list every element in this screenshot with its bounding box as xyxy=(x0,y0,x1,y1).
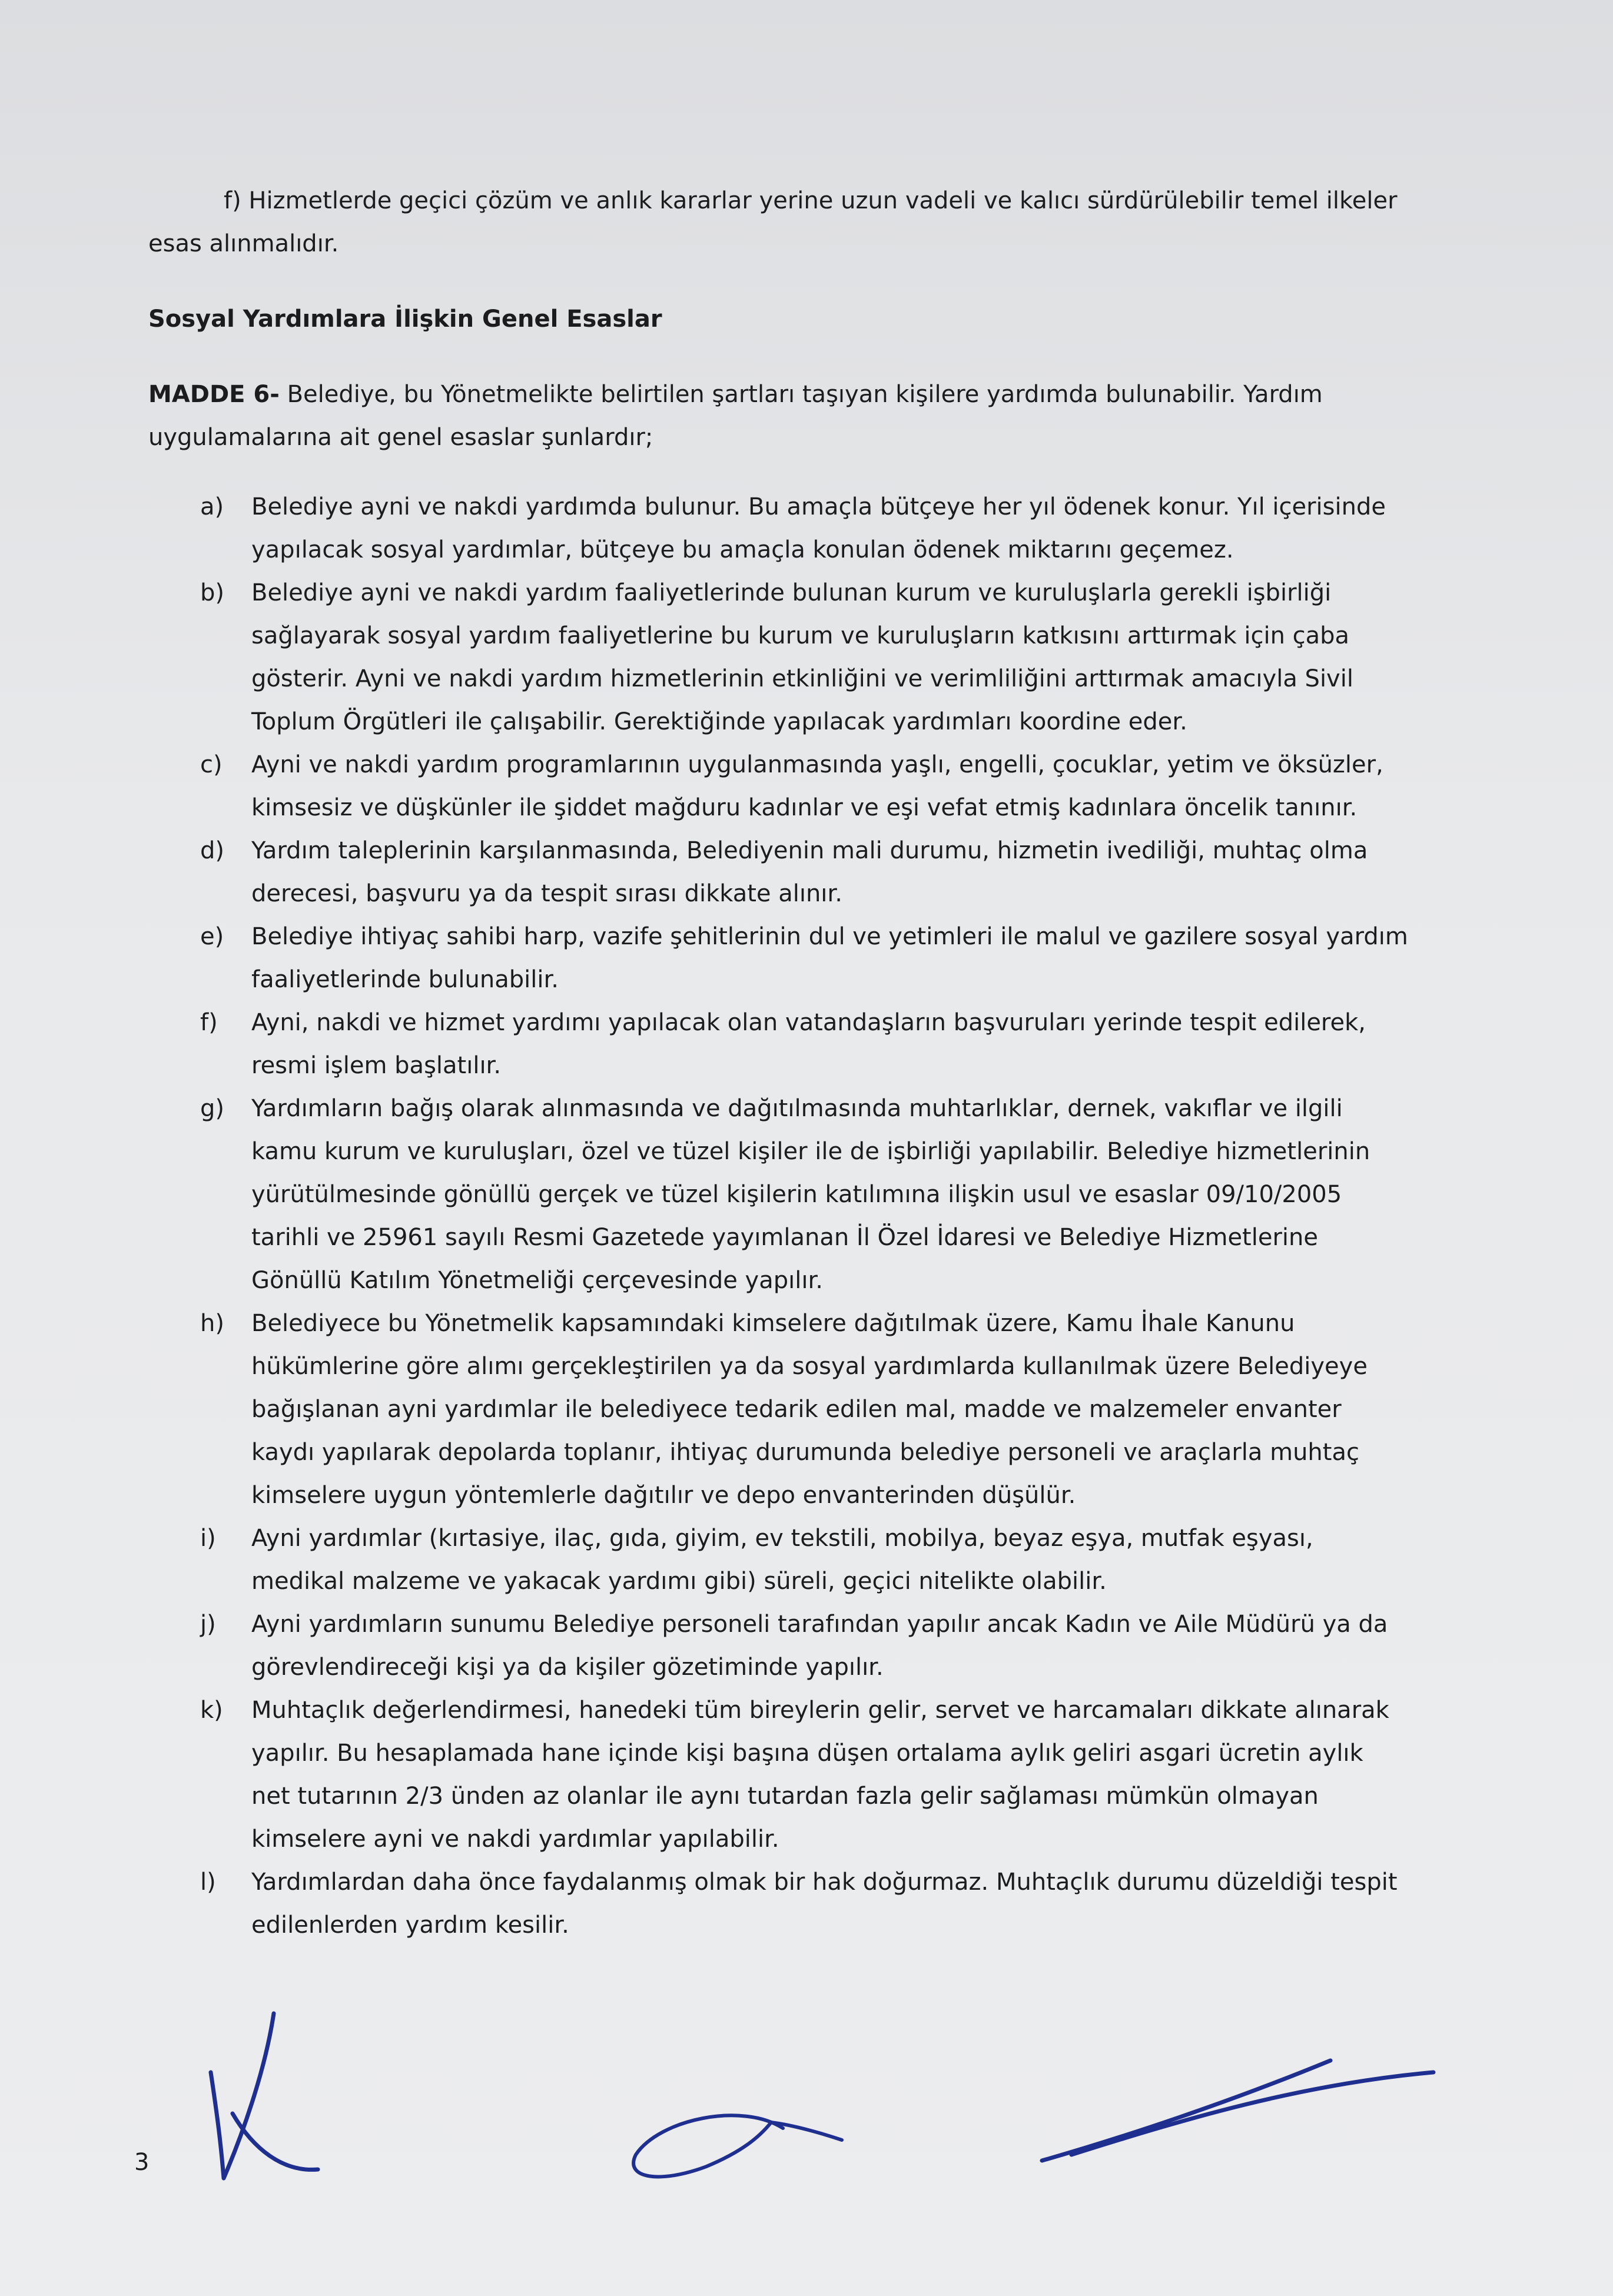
list-marker: f) xyxy=(200,1009,218,1036)
list-marker: a) xyxy=(200,493,224,520)
list-item-text: Ayni, nakdi ve hizmet yardımı yapılacak olan vatandaşların başvuruları yerinde tespit edilerek, resmi işlem başlatılır. xyxy=(251,1009,1366,1079)
list-marker: h) xyxy=(200,1310,224,1337)
list-item-text: Muhtaçlık değerlendirmesi, hanedeki tüm bireylerin gelir, servet ve harcamaları dikkate alınarak yapılır. Bu hesaplamada hane içinde kişi başına düşen ortalama aylık geliri asgari ücretin aylık net tutarının 2/3 ünden az olanlar ile aynı tutardan fazla gelir sağlaması mümkün olmayan kimselere ayni ve nakdi yardımlar yapılabilir. xyxy=(251,1697,1389,1853)
list-item-text: Ayni ve nakdi yardım programlarının uygulanmasında yaşlı, engelli, çocuklar, yetim ve öksüzler, kimsesiz ve düşkünler ile şiddet mağduru kadınlar ve eşi vefat etmiş kadınlara öncelik tanınır. xyxy=(251,751,1383,821)
list-item-text: Yardım taleplerinin karşılanmasında, Belediyenin mali durumu, hizmetin ivediliği, muhtaç olma derecesi, başvuru ya da tespit sırası dikkate alınır. xyxy=(251,837,1368,907)
signature-right xyxy=(1036,2049,1448,2166)
list-item xyxy=(148,1861,1408,1947)
list-item xyxy=(148,1689,1408,1861)
list-marker: b) xyxy=(200,579,224,606)
list-item xyxy=(148,1517,1408,1603)
list-item-text: Ayni yardımların sunumu Belediye personeli tarafından yapılır ancak Kadın ve Aile Müdürü ya da görevlendireceği kişi ya da kişiler gözetiminde yapılır. xyxy=(251,1611,1388,1681)
section-heading: Sosyal Yardımlara İlişkin Genel Esaslar xyxy=(148,306,662,333)
list-item-text: Belediyece bu Yönetmelik kapsamındaki kimselere dağıtılmak üzere, Kamu İhale Kanunu hükümlerine göre alımı gerçekleştirilen ya da sosyal yardımlarda kullanılmak üzere Belediyeye bağışlanan ayni yardımlar ile belediyece tedarik edilen mal, madde ve malzemeler envanter kaydı yapılarak depolarda toplanır, ihtiyaç durumunda belediye personeli ve araçlarla muhtaç kimselere uygun yöntemlerle dağıtılır ve depo envanterinden düşülür. xyxy=(251,1310,1368,1509)
list-item xyxy=(148,572,1408,744)
list-item xyxy=(148,1302,1408,1517)
list-item xyxy=(148,830,1408,915)
list-marker: d) xyxy=(200,837,224,864)
article-paragraph xyxy=(148,373,1408,459)
list-item xyxy=(148,1087,1408,1302)
signature-middle xyxy=(624,2096,859,2190)
principles-list xyxy=(148,486,1408,1947)
page-number: 3 xyxy=(134,2149,150,2176)
list-marker: k) xyxy=(200,1697,223,1724)
list-item xyxy=(148,1001,1408,1087)
list-marker: i) xyxy=(200,1525,216,1552)
list-item-text: Belediye ihtiyaç sahibi harp, vazife şehitlerinin dul ve yetimleri ile malul ve gazilere sosyal yardım faaliyetlerinde bulunabilir. xyxy=(251,923,1408,993)
list-item-text: Belediye ayni ve nakdi yardımda bulunur. Bu amaçla bütçeye her yıl ödenek konur. Yıl içerisinde yapılacak sosyal yardımlar, bütçeye bu amaçla konulan ödenek miktarını geçemez. xyxy=(251,493,1386,563)
article-label: MADDE 6- xyxy=(148,381,280,408)
list-item-text: Yardımların bağış olarak alınmasında ve dağıtılmasında muhtarlıklar, dernek, vakıflar ve ilgili kamu kurum ve kuruluşları, özel ve tüzel kişiler ile de işbirliği yapılabilir. Belediye hizmetlerinin yürütülmesinde gönüllü gerçek ve tüzel kişilerin katılımına ilişkin usul ve esaslar 09/10/2005 tarihli ve 25961 sayılı Resmi Gazetede yayımlanan İl Özel İdaresi ve Belediye Hizmetlerine Gönüllü Katılım Yönetmeliği çerçevesinde yapılır. xyxy=(251,1095,1370,1294)
list-marker: j) xyxy=(200,1611,216,1638)
list-item xyxy=(148,1603,1408,1689)
list-item xyxy=(148,915,1408,1001)
list-item xyxy=(148,486,1408,572)
list-item-text: Ayni yardımlar (kırtasiye, ilaç, gıda, giyim, ev tekstili, mobilya, beyaz eşya, mutfak eşyası, medikal malzeme ve yakacak yardımı gibi) süreli, geçici nitelikte olabilir. xyxy=(251,1525,1313,1595)
list-marker: c) xyxy=(200,751,223,778)
list-item xyxy=(148,744,1408,830)
list-marker: l) xyxy=(200,1869,216,1896)
article-text: Belediye, bu Yönetmelikte belirtilen şartları taşıyan kişilere yardımda bulunabilir. Yardım uygulamalarına ait genel esaslar şunlardır; xyxy=(148,381,1323,451)
list-marker: g) xyxy=(200,1095,224,1122)
document-body xyxy=(148,180,1408,1947)
list-item-text: Belediye ayni ve nakdi yardım faaliyetlerinde bulunan kurum ve kuruluşlarla gerekli işbirliği sağlayarak sosyal yardım faaliyetlerine bu kurum ve kuruluşların katkısını arttırmak için çaba gösterir. Ayni ve nakdi yardım hizmetlerinin etkinliğini ve verimliliğini arttırmak amacıyla Sivil Toplum Örgütleri ile çalışabilir. Gerektiğinde yapılacak yardımları koordine eder. xyxy=(251,579,1353,735)
intro-paragraph: f) Hizmetlerde geçici çözüm ve anlık kararlar yerine uzun vadeli ve kalıcı sürdürülebilir temel ilkeler esas alınmalıdır. xyxy=(148,187,1398,257)
list-marker: e) xyxy=(200,923,224,950)
list-item-text: Yardımlardan daha önce faydalanmış olmak bir hak doğurmaz. Muhtaçlık durumu düzeldiği tespit edilenlerden yardım kesilir. xyxy=(251,1869,1398,1939)
signature-left xyxy=(200,2002,336,2196)
